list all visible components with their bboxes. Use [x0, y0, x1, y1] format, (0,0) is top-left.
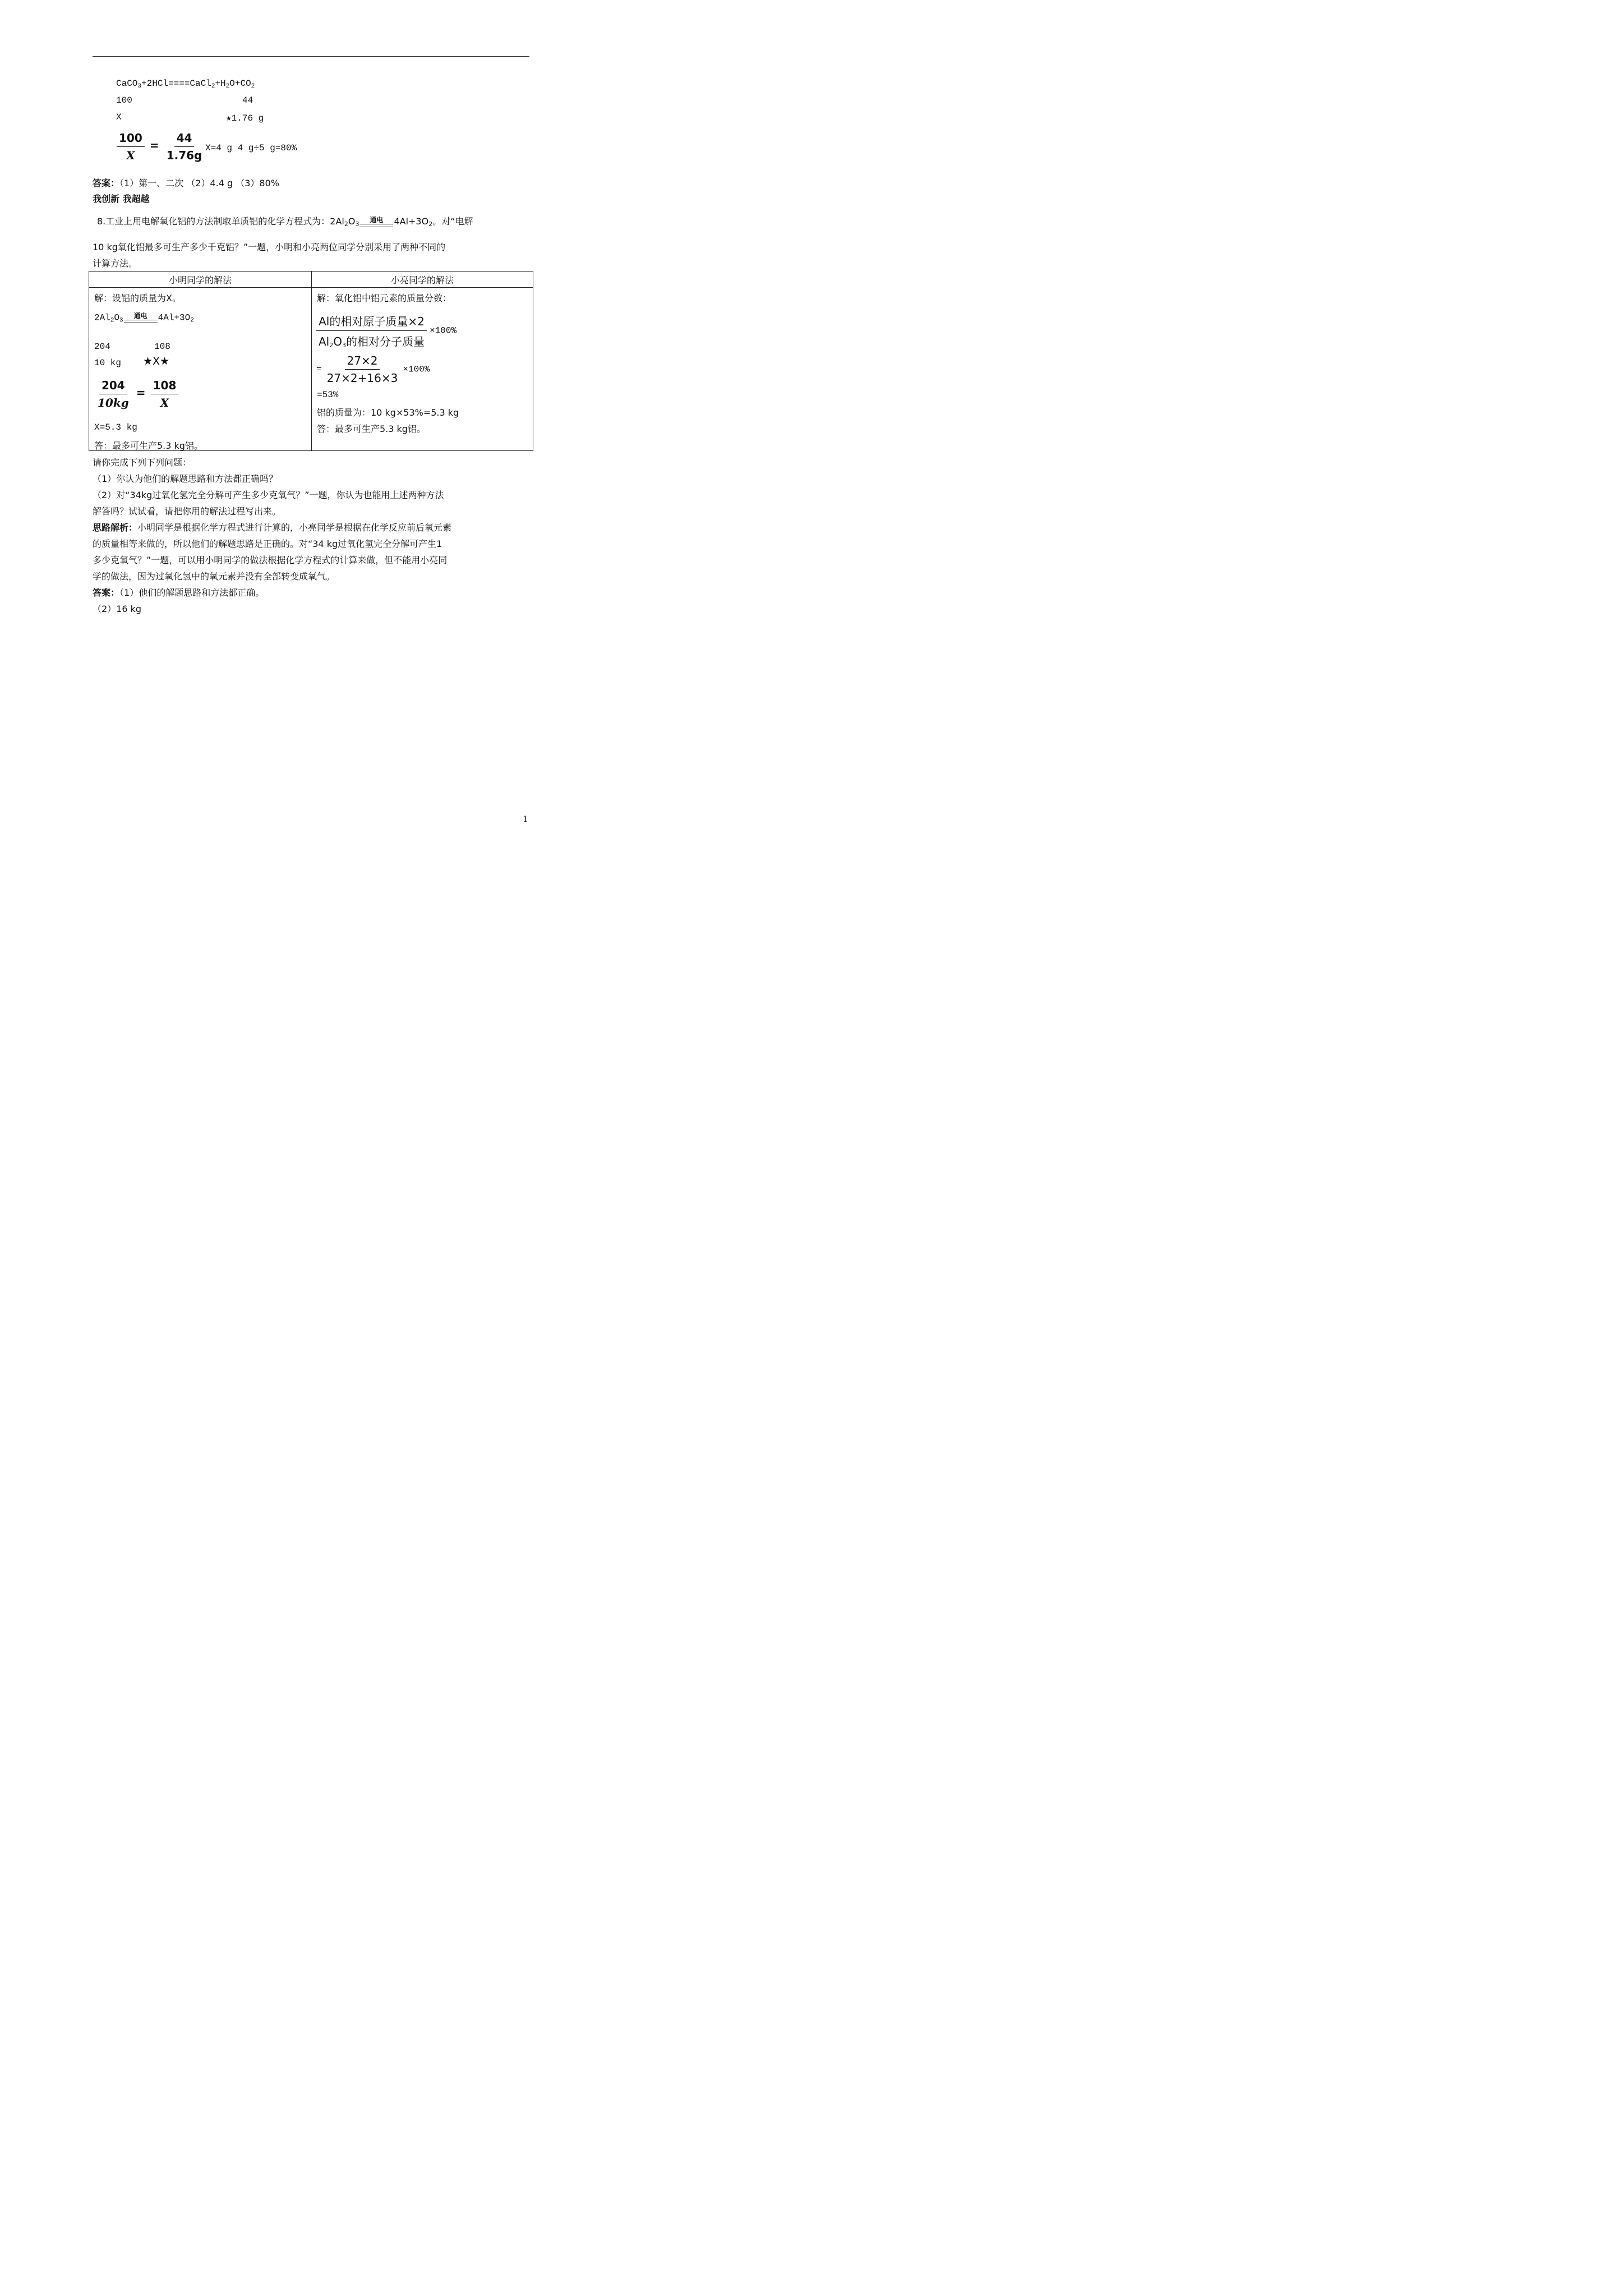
unknown-x: X — [116, 112, 122, 122]
question-1: （1）你认为他们的解题思路和方法都正确吗？ — [93, 473, 278, 484]
answer-line-3: （2）16 kg — [93, 604, 142, 614]
answer-line-2: 答案：（1）他们的解题思路和方法都正确。 — [93, 587, 265, 598]
question-2-line-2: 解答吗？试试看，请把你用的解法过程写出来。 — [93, 506, 282, 517]
section-heading: 我创新 我超越 — [93, 194, 150, 204]
proportion-equation: $\frac{100}{X}$ = $\frac{44}{1.76g}$ — [117, 131, 204, 162]
xiaoming-molar-right: 108 — [154, 342, 170, 352]
xiaoming-proportion: $\frac{204}{10kg}$ = $\frac{108}{X}$ — [95, 379, 178, 409]
analysis-line-3: 多少克氧气？”一题，可以用小明同学的做法根据化学方程式的计算来做，但不能用小亮同 — [93, 555, 448, 565]
xiaoliang-mass: 铝的质量为：10 kg×53%=5.3 kg — [317, 407, 459, 418]
reaction-equation: $CaCO_3+2HCl====CaCl_2+H_2O+CO_2$ — [116, 79, 255, 90]
times-100-1: ×100% — [430, 325, 457, 336]
questions-intro: 请你完成下列下列问题： — [93, 457, 192, 468]
xiaoliang-percent: =53% — [317, 390, 339, 400]
xiaoliang-fraction-2: = $\frac{27\times 2}{27\times 2+16\times 3}$ ×100% — [316, 354, 430, 385]
molar-mass-right: 44 — [242, 95, 253, 105]
answer-line-1: 答案：（1）第一、二次 （2）4.4 g （3）80% — [93, 178, 279, 188]
solutions-table — [89, 271, 533, 451]
header-rule — [93, 56, 529, 57]
question-8-line-1: 8.工业上用电解氧化铝的方法制取单质铝的化学方程式为：$2Al_2O_3$ 通电 $4Al+3O_2$。对“电解 — [97, 216, 473, 228]
xiaoming-solution — [89, 288, 312, 451]
xiaoliang-answer: 答：最多可生产5.3 kg铝。 — [317, 424, 426, 434]
xiaoming-fraction-left: $\frac{204}{10kg}$ — [98, 379, 129, 409]
xiaoliang-intro: 解：氧化铝中铝元素的质量分数： — [317, 293, 452, 303]
xiaoming-molar-left: 204 — [94, 342, 110, 352]
xiaoming-fraction-right: $\frac{108}{X}$ — [151, 379, 179, 409]
fraction-left: $\frac{100}{X}$ — [117, 131, 145, 162]
xiaoming-condition: 通电 — [124, 312, 158, 323]
xiaoming-result: X=5.3 kg — [94, 422, 137, 432]
xiaoliang-solution — [312, 288, 533, 451]
analysis-line-1: 思路解析：小明同学是根据化学方程式进行计算的，小亮同学是根据在化学反应前后氧元素 — [93, 522, 452, 533]
xiaoming-let: 解：设铝的质量为X。 — [94, 293, 181, 303]
question-2-line-1: （2）对“34kg过氧化氢完全分解可产生多少克氧气？”一题，你认为也能用上述两种方法 — [93, 490, 444, 500]
mass-fraction-formula: $\frac{\text{Al的相对原子质量×2}}{Al_2O_3的相对分子质量}$ — [316, 312, 427, 349]
page-number: 1 — [523, 814, 528, 824]
calc-result: X=4 g 4 g÷5 g=80% — [205, 143, 297, 153]
xiaoming-equation: $2Al_2O_3$ 通电 $4Al+3O_2$ — [94, 312, 194, 324]
given-mass: ★1.76 g — [226, 113, 264, 123]
electrolysis-condition: 通电 — [359, 217, 393, 227]
fraction-right: $\frac{44}{1.76g}$ — [166, 131, 202, 162]
times-100-2: ×100% — [403, 364, 430, 375]
xiaoming-unknown: ★X★ — [143, 355, 170, 367]
xiaoming-given: 10 kg — [94, 358, 122, 368]
analysis-line-2: 的质量相等来做的，所以他们的解题思路是正确的。对“34 kg过氧化氢完全分解可产生1 — [93, 539, 442, 549]
question-8-line-2: 10 kg氧化铝最多可生产多少千克铝？”一题，小明和小亮两位同学分别采用了两种不同的 — [93, 242, 446, 252]
analysis-line-4: 学的做法，因为过氧化氢中的氧元素并没有全部转变成氧气。 — [93, 571, 335, 582]
numeric-fraction: $\frac{27\times 2}{27\times 2+16\times 3}$ — [326, 354, 398, 385]
xiaoliang-fraction-1 — [316, 312, 457, 349]
header-xiaoliang: 小亮同学的解法 — [312, 272, 533, 288]
xiaoming-answer: 答：最多可生产5.3 kg铝。 — [94, 440, 203, 451]
molar-mass-left: 100 — [116, 95, 132, 105]
question-8-line-3: 计算方法。 — [93, 258, 138, 269]
header-xiaoming: 小明同学的解法 — [89, 272, 312, 288]
